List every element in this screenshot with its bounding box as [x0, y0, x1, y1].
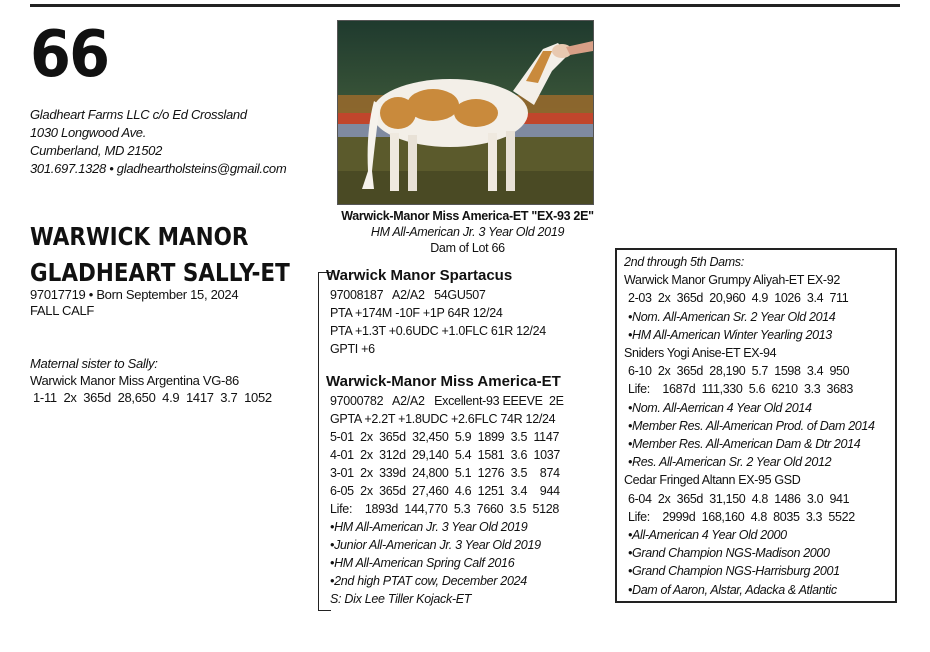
dam-entry-name: Warwick Manor Grumpy Aliyah-ET EX-92 [624, 273, 840, 288]
animal-id-birth: 97017719 • Born September 15, 2024 [30, 287, 239, 302]
consignor-line: 1030 Longwood Ave. [30, 125, 147, 140]
dam-entry-record: Life: 2999d 168,160 4.8 8035 3.3 5522 [628, 509, 855, 524]
sire-line: 97008187 A2/A2 54GU507 [330, 288, 486, 302]
sire-line: GPTI +6 [330, 342, 375, 356]
dam-note: •2nd high PTAT cow, December 2024 [330, 574, 527, 588]
dam-line: GPTA +2.2T +1.8UDC +2.6FLC 74R 12/24 [330, 412, 556, 426]
caption-name: Warwick-Manor Miss America-ET "EX-93 2E" [341, 209, 594, 223]
dam-entry-note: •HM All-American Winter Yearling 2013 [628, 327, 832, 342]
caption-relation: Dam of Lot 66 [430, 241, 505, 255]
dam-note: •Junior All-American Jr. 3 Year Old 2019 [330, 538, 541, 552]
dam-entry-note: •Res. All-American Sr. 2 Year Old 2012 [628, 455, 832, 470]
dam-record: Life: 1893d 144,770 5.3 7660 3.5 5128 [330, 502, 560, 516]
sire-info [326, 266, 611, 358]
dam-entry-note: •Grand Champion NGS-Madison 2000 [628, 546, 830, 561]
dam-entry-note: •Grand Champion NGS-Harrisburg 2001 [628, 564, 840, 579]
dam-entry-note: •Nom. All-Aerrican 4 Year Old 2014 [628, 400, 812, 415]
animal-name-line1: WARWICK MANOR [30, 222, 249, 251]
animal-details [30, 287, 238, 319]
maternal-sister-name: Warwick Manor Miss Argentina VG-86 [30, 373, 239, 388]
dam-sire: S: Dix Lee Tiller Kojack-ET [330, 592, 472, 606]
animal-name [30, 219, 290, 291]
consignor-contact [30, 106, 286, 178]
dam-entry-note: •Nom. All-American Sr. 2 Year Old 2014 [628, 309, 836, 324]
maternal-sister-intro: Maternal sister to Sally: [30, 356, 158, 371]
dam-line: 97000782 A2/A2 Excellent-93 EEEVE 2E [330, 394, 564, 408]
cow-photo-illustration [338, 21, 593, 204]
dam-entry-record: Life: 1687d 111,330 5.6 6210 3.3 3683 [628, 382, 853, 397]
lot-number: 66 [30, 18, 109, 92]
top-rule [30, 4, 900, 7]
sire-name: Warwick Manor Spartacus [326, 267, 513, 284]
dam-record: 6-05 2x 365d 27,460 4.6 1251 3.4 944 [330, 484, 560, 498]
sire-line: PTA +174M -10F +1P 64R 12/24 [330, 306, 503, 320]
maternal-sister [30, 355, 272, 406]
dam-entry-record: 2-03 2x 365d 20,960 4.9 1026 3.4 711 [628, 291, 849, 306]
dam-name: Warwick-Manor Miss America-ET [326, 373, 561, 390]
dam-record: 4-01 2x 312d 29,140 5.4 1581 3.6 1037 [330, 448, 561, 462]
photo-caption [330, 208, 605, 256]
dam-entry-name: Sniders Yogi Anise-ET EX-94 [624, 346, 777, 361]
consignor-line: Cumberland, MD 21502 [30, 143, 163, 158]
animal-class: FALL CALF [30, 303, 95, 318]
dam-entry-note: •All-American 4 Year Old 2000 [628, 528, 787, 543]
dams-box [615, 248, 897, 603]
dam-entry-record: 6-04 2x 365d 31,150 4.8 1486 3.0 941 [628, 491, 850, 506]
dams-box-header: 2nd through 5th Dams: [624, 255, 744, 269]
animal-name-line2: GLADHEART SALLY-ET [30, 258, 290, 287]
dam-entry-note: •Member Res. All-American Prod. of Dam 2014 [628, 418, 875, 433]
dam-entry-note: •Dam of Aaron, Alstar, Adacka & Atlantic [628, 582, 837, 597]
consignor-line: Gladheart Farms LLC c/o Ed Crossland [30, 107, 247, 122]
dam-note: •HM All-American Spring Calf 2016 [330, 556, 515, 570]
caption-award: HM All-American Jr. 3 Year Old 2019 [370, 225, 565, 239]
dam-note: •HM All-American Jr. 3 Year Old 2019 [330, 520, 528, 534]
dam-entry-name: Cedar Fringed Altann EX-95 GSD [624, 473, 801, 488]
dam-record: 3-01 2x 339d 24,800 5.1 1276 3.5 874 [330, 466, 560, 480]
sire-line: PTA +1.3T +0.6UDC +1.0FLC 61R 12/24 [330, 324, 546, 338]
dam-photo [337, 20, 594, 205]
dam-info [326, 372, 611, 608]
dam-entry-note: •Member Res. All-American Dam & Dtr 2014 [628, 437, 861, 452]
maternal-sister-record: 1-11 2x 365d 28,650 4.9 1417 3.7 1052 [33, 390, 272, 405]
consignor-line: 301.697.1328 • gladheartholsteins@gmail.com [30, 161, 287, 176]
dam-entry-record: 6-10 2x 365d 28,190 5.7 1598 3.4 950 [628, 364, 850, 379]
dam-record: 5-01 2x 365d 32,450 5.9 1899 3.5 1147 [330, 430, 560, 444]
